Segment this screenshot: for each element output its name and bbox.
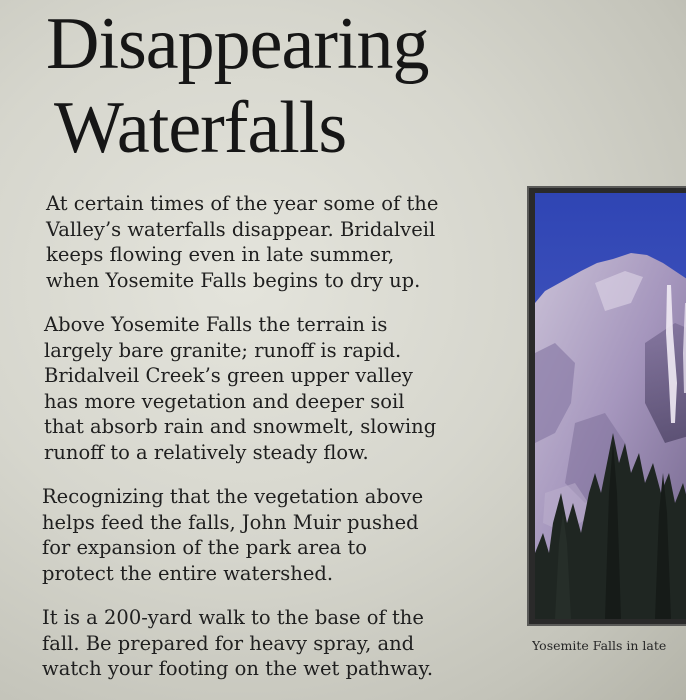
- title-line-1: Disappearing: [46, 3, 429, 85]
- paragraph-john-muir: Recognizing that the vegetation above helps feed the falls, John Muir pushed for expansion of the park area to protect the entire watershed.: [42, 485, 424, 585]
- yosemite-falls-photo: [535, 193, 686, 619]
- paragraph-walk-warning: It is a 200-yard walk to the base of the fall. Be prepared for heavy spray, and watch your footing on the wet pathway.: [42, 606, 434, 680]
- title-line-2: Waterfalls: [54, 87, 347, 169]
- paragraph-disappearing-falls: At certain times of the year some of the Valley’s waterfalls disappear. Bridalveil keeps flowing even in late summer, when Yosemite Falls begins to dry up.: [46, 192, 439, 292]
- yosemite-falls-illustration: [535, 193, 686, 619]
- sign-title: [46, 2, 429, 170]
- paragraph-terrain-runoff: Above Yosemite Falls the terrain is largely bare granite; runoff is rapid. Bridalveil Creek’s green upper valley has more vegetation and deeper soil that absorb rain and snowmelt, slowing runoff to a relatively steady flow.: [44, 313, 437, 464]
- photo-frame: [529, 188, 686, 624]
- photo-caption: Yosemite Falls in late: [532, 638, 667, 653]
